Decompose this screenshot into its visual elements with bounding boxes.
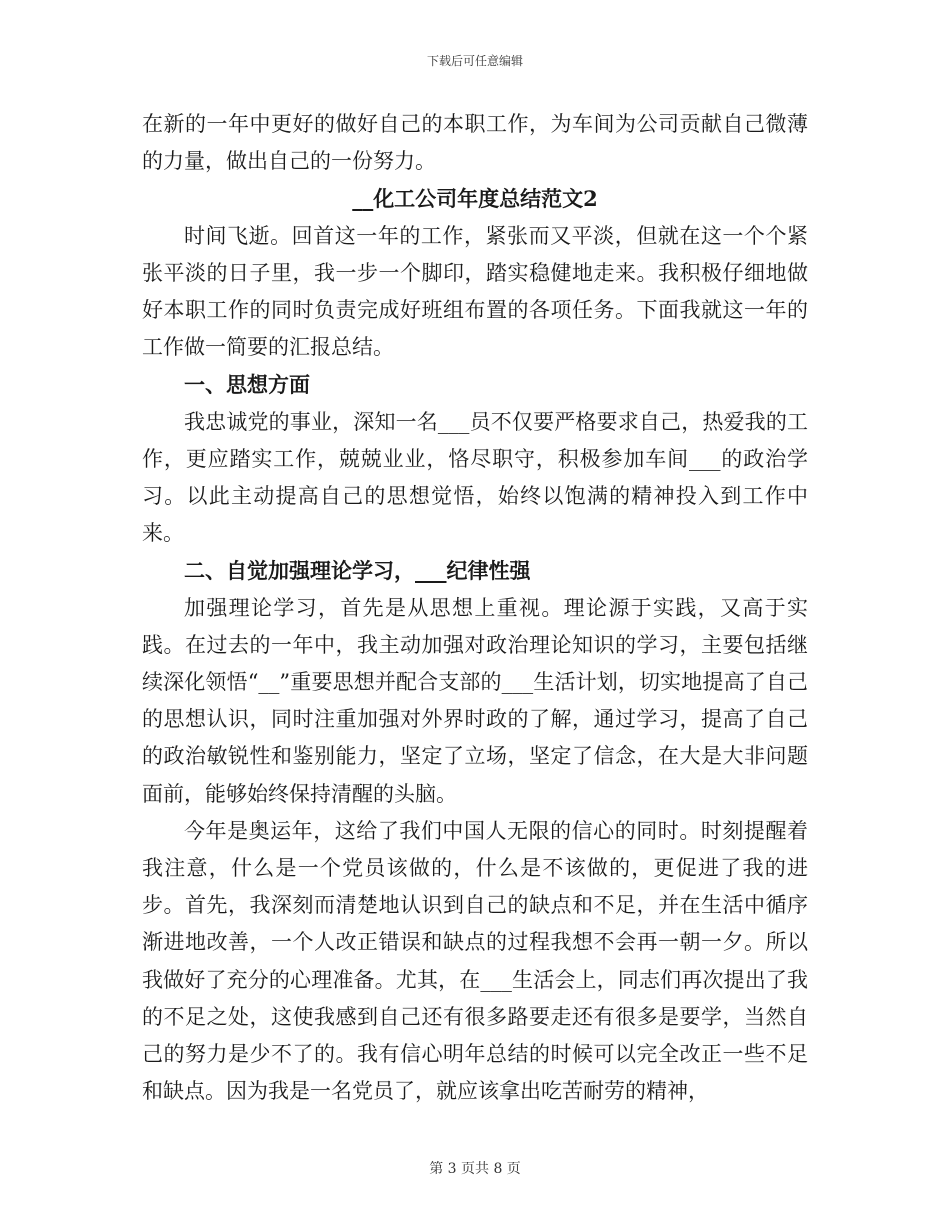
section-heading-theory: 二、自觉加强理论学习，___纪律性强 — [184, 558, 531, 584]
document-title: __化工公司年度总结范文2 — [352, 186, 598, 212]
page-footer: 第 3 页共 8 页 — [429, 1161, 521, 1177]
paragraph-continuation: 在新的一年中更好的做好自己的本职工作，为车间为公司贡献自己微薄的力量，做出自己的一份努力。 — [142, 112, 808, 174]
page-header: 下载后可任意编辑 — [426, 54, 523, 68]
section-heading-thought: 一、思想方面 — [184, 372, 310, 398]
paragraph-olympics: 今年是奥运年，这给了我们中国人无限的信心的同时。时刻提醒着我注意，什么是一个党员该做的，什么是不该做的，更促进了我的进步。首先，我深刻而清楚地认识到自己的缺点和不足，并在生活中循序渐进地改善，一个人改正错误和缺点的过程我想不会再一朝一夕。所以我做好了充分的心理准备。尤其，在___生活会上，同志们再次提出了我的不足之处，这使我感到自己还有很多路要走还有很多是要学，当然自己的努力是少不了的。我有信心明年总结的时候可以完全改正一些不足和缺点。因为我是一名党员了，就应该拿出吃苦耐劳的精神， — [142, 818, 808, 1104]
paragraph-theory: 加强理论学习，首先是从思想上重视。理论源于实践，又高于实践。在过去的一年中，我主动加强对政治理论知识的学习，主要包括继续深化领悟“__”重要思想并配合支部的___生活计划，切实地提高了自己的思想认识，同时注重加强对外界时政的了解，通过学习，提高了自己的政治敏锐性和鉴别能力，坚定了立场，坚定了信念，在大是大非问题面前，能够始终保持清醒的头脑。 — [142, 595, 808, 806]
paragraph-intro: 时间飞逝。回首这一年的工作，紧张而又平淡，但就在这一个个紧张平淡的日子里，我一步一个脚印，踏实稳健地走来。我积极仔细地做好本职工作的同时负责完成好班组布置的各项任务。下面我就这一年的工作做一简要的汇报总结。 — [142, 223, 808, 360]
paragraph-thought: 我忠诚党的事业，深知一名___员不仅要严格要求自己，热爱我的工作，更应踏实工作，兢兢业业，恪尽职守，积极参加车间___的政治学习。以此主动提高自己的思想觉悟，始终以饱满的精神投入到工作中来。 — [142, 409, 808, 546]
document-body — [142, 106, 808, 1110]
